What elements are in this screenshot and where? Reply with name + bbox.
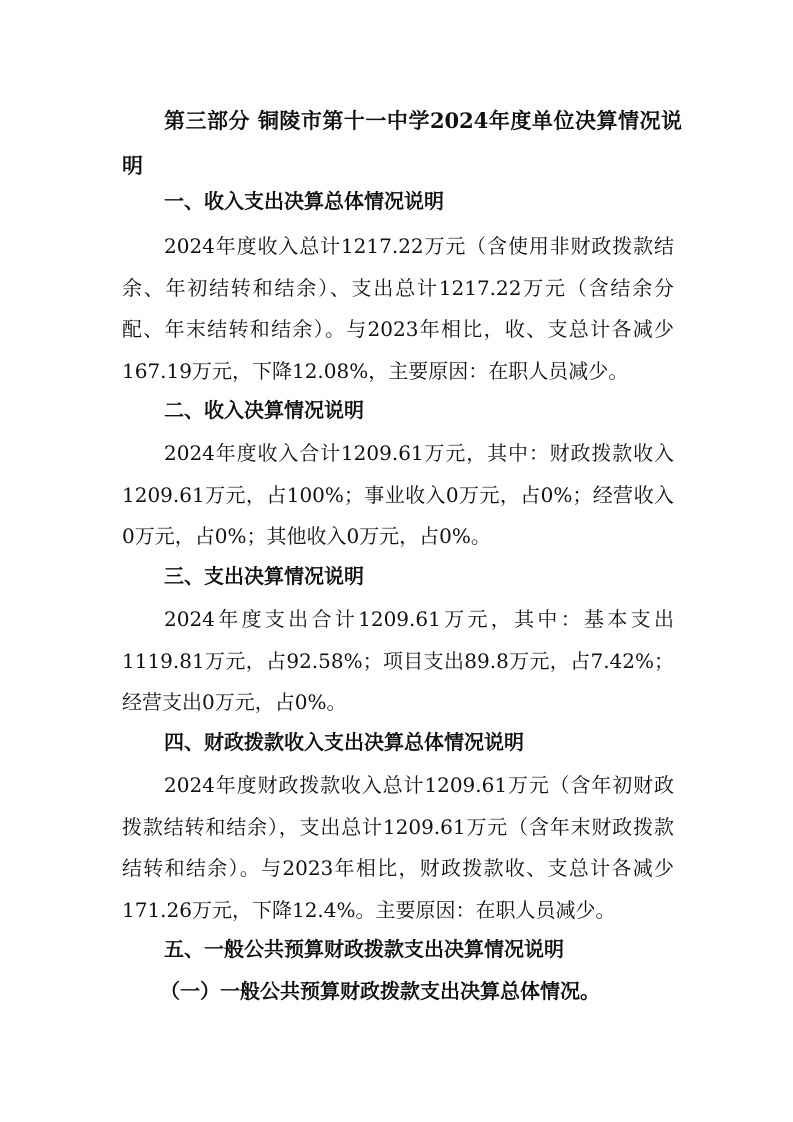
subsection-heading: （一）一般公共预算财政拨款支出决算总体情况。 xyxy=(160,979,600,1003)
section-paragraph-4: 2024年度财政拨款收入总计1209.61万元（含年初财政拨款结转和结余），支出总计1209.61万元（含年末财政拨款结转和结余）。与2023年相比，财政拨款收、支总计各减少171.26万元，下降12.4%。主要原因：在职人员减少。 xyxy=(122,773,674,922)
section-paragraph-1: 2024年度收入总计1217.22万元（含使用非财政拨款结余、年初结转和结余）、支出总计1217.22万元（含结余分配、年末结转和结余）。与2023年相比，收、支总计各减少167.19万元，下降12.08%，主要原因：在职人员减少。 xyxy=(122,234,674,383)
section-heading-4: 四、财政拨款收入支出决算总体情况说明 xyxy=(164,730,524,754)
section-heading-1: 一、收入支出决算总体情况说明 xyxy=(164,189,444,213)
section-heading-3: 三、支出决算情况说明 xyxy=(164,564,364,588)
section-paragraph-2: 2024年度收入合计1209.61万元，其中：财政拨款收入1209.61万元，占100%；事业收入0万元，占0%；经营收入0万元，占0%；其他收入0万元，占0%。 xyxy=(122,441,674,548)
section-heading-5: 五、一般公共预算财政拨款支出决算情况说明 xyxy=(164,937,564,961)
section-heading-2: 二、收入决算情况说明 xyxy=(164,398,364,422)
document-title: 第三部分 铜陵市第十一中学2024年度单位决算情况说明 xyxy=(122,108,682,178)
section-paragraph-3: 2024年度支出合计1209.61万元，其中：基本支出1119.81万元，占92.58%；项目支出89.8万元，占7.42%；经营支出0万元，占0%。 xyxy=(122,607,674,714)
